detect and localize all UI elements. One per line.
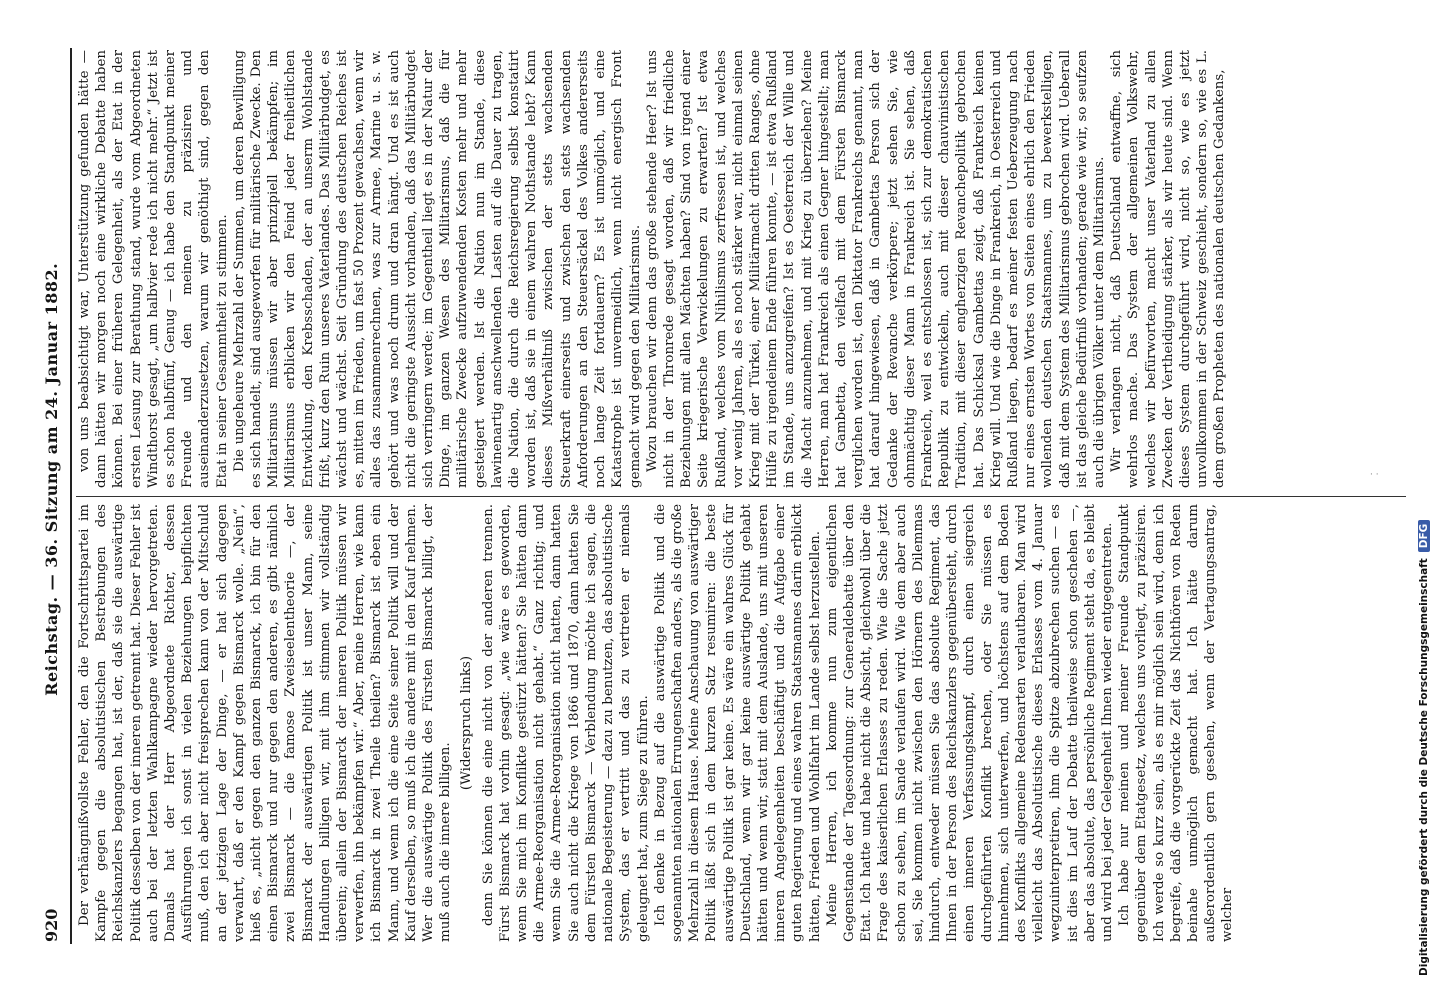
digitization-credit — [1392, 30, 1428, 980]
paragraph: Ich habe nur meinen und meiner Freunde Standpunkt gegenüber dem Etatgesetz, welches uns vorliegt, zu präzisiren. Ich werde so kurz sein, als es mir möglich sein wird, denn ich begreife, daß die vorgerückte Zeit das Nichthören von Reden beinahe unmöglich gemacht hat. Ich hätte darum außerordentlich gern gesehen, wenn der Vertagungsantrag, welcher — [1117, 504, 1236, 942]
credit-text: Digitalisierung gefördert durch die Deutsche Forschungsgemeinschaft — [1418, 558, 1430, 976]
left-column — [76, 504, 1406, 942]
dfg-logo: DFG — [1418, 520, 1430, 553]
paragraph: Meine Herren, ich komme nun zum eigentlichen Gegenstande der Tagesordnung: zur Generaldebatte über den Etat. Ich hatte und habe nicht die Absicht, gleichwohl über die Frage des kaiserlichen Erlasses zu reden. Wie die Sache jetzt schon zu sehen, im Sande verlaufen wird. Wie dem aber auch sei, Sie kommen nicht zwischen den Hörnern des Dilemmas hindurch, entweder müssen Sie das absolute Regiment, das Ihnen in der Person des Reichskanzlers gegenübersteht, durch einen inneren Verfassungskampf, durch einen siegreich durchgeführten Konflikt brechen, oder Sie müssen es hinnehmen, sich unterwerfen, und höchstens auf dem Boden des Konflikts allgemeine Redensarten verlautbaren. Man wird vielleicht das Absolutistische dieses Erlasses vom 4. Januar wegzuinterpretiren, ihm die Spitze abzubrechen suchen — es ist dies im Lauf der Debatte theilweise schon geschehen —, aber das absolute, das persönliche Regiment steht da, es bleibt und wird bei jeder Gelegenheit Ihnen wieder entgegentreten. — [824, 504, 1115, 942]
paragraph: Die ungeheure Mehrzahl der Summen, um deren Bewilligung es sich handelt, sind ausgeworfen für militärische Zwecke. Den Militarismus müssen wir aber prinzipiell bekämpfen; im Militarismus erblicken wir den Feind jeder freiheitlichen Entwicklung, den Krebsschaden, der an unserm Wohlstande frißt, kurz den Ruin unseres Vaterlandes. Das Militärbudget, es wächst und wächst. Seit Gründung des deutschen Reiches ist es, mitten im Frieden, um fast 50 Prozent gewachsen, wenn wir alles das zusammenrechnen, was zur Armee, Marine u. s. w. gehört und was noch drum und dran hängt. Und es ist auch nicht die geringste Aussicht vorhanden, daß das Militärbudget sich verringern werde; im Gegentheil liegt es in der Natur der Dinge, im ganzen Wesen des Militarismus, daß die für militärische Zwecke aufzuwendenden Kosten mehr und mehr gesteigert werden. Ist die Nation nun im Stande, diese lawinenartig anschwellenden Lasten auf die Dauer zu tragen, die Nation, die durch die Reichsregierung selbst konstatirt worden ist, daß sie in einem wahren Nothstande lebt? Kann dieses Mißverhältniß zwischen der stets wachsenden Steuerkraft einerseits und zwischen den stets wachsenden Anforderungen an den Steuersäckel des Volkes andererseits noch lange Zeit fortdauern? Es ist unmöglich, und eine Katastrophe ist unvermeidlich, wenn nicht energisch Front gemacht wird gegen den Militarismus. — [231, 50, 643, 488]
paragraph: von uns beabsichtigt war, Unterstützung gefunden hätte — dann hätten wir morgen noch eine wirkliche Debatte haben können. Bei einer früheren Gelegenheit, als der Etat in der ersten Lesung zur Berathung stand, wurde vom Abgeordneten Windthorst gesagt, „um halbvier rede ich nicht mehr.“ Jetzt ist es schon halbfünf, Genug — ich habe den Standpunkt meiner Freunde und den meinen zu präzisiren und auseinanderzusetzen, warum wir genöthigt sind, gegen den Etat in seiner Gesammtheit zu stimmen. — [77, 50, 230, 488]
paragraph: Ich denke in Bezug auf die auswärtige Politik und die sogenannten nationalen Errungenschaften anders, als die große Mehrzahl in diesem Hause. Meine Anschauung von auswärtiger Politik läßt sich in dem kurzen Satz resumiren: die beste auswärtige Politik ist gar keine. Es wäre ein wahres Glück für Deutschland, wenn wir gar keine auswärtige Politik gehabt hätten und wenn wir, statt mit dem Auslande, uns mit unseren inneren Angelegenheiten beschäftigt und die Aufgabe einer guten Regierung und eines wahren Staatsmannes darin erblickt hätten, Frieden und Wohlfahrt im Lande selbst herzustellen. — [652, 504, 823, 942]
rotated-page — [36, 40, 1412, 952]
page-number: 920 — [42, 908, 61, 942]
right-column — [76, 50, 1406, 488]
running-head — [42, 50, 68, 942]
credit-line — [1418, 36, 1432, 976]
interjection: (Widerspruch links) — [459, 655, 475, 791]
scan-specks: · · — [1370, 470, 1379, 480]
paragraph: Wir verlangen nicht, daß Deutschland entwaffne, sich wehrlos mache. Das System der allgemeinen Volkswehr, welches wir befürworten, macht unser Vaterland zu allen Zwecken der Vertheidigung stärker, als wir heute sind. Wenn dieses System durchgeführt wird, nicht so, wie es jetzt unvollkommen in der Schweiz geschieht, sondern so, wie es L. dem großen Propheten des nationalen deutschen Gedankens, — [1109, 50, 1228, 488]
paragraph: denn Sie können die eine nicht von der anderen trennen. Fürst Bismarck hat vorhin gesagt: „wie wäre es geworden, wenn Sie mich im Konflikte gestürzt hätten? Sie hätten dann die Armee-Reorganisation nicht gehabt.“ Ganz richtig; und wenn Sie die Armee-Reorganisation nicht hatten, dann hatten Sie auch nicht die Kriege von 1866 und 1870, dann hatten Sie dem Fürsten Bismarck — Verblendung möchte ich sagen, die nationale Begeisterung — dazu zu benutzen, das absolutistische System, das er vertritt und das zu vertreten er niemals geleugnet hat, zum Siege zu führen. — [480, 504, 651, 942]
page-title: Reichstag. — 36. Sitzung am 24. Januar 1882. — [42, 262, 61, 696]
column-divider — [76, 496, 1406, 497]
header-rule — [70, 48, 72, 944]
paragraph: Wozu brauchen wir denn das große stehende Heer? Ist uns nicht in der Thronrede gesagt worden, daß wir friedliche Beziehungen mit allen Mächten haben? Sind von irgend einer Seite kriegerische Verwickelungen zu erwarten? Ist etwa Rußland, welches vom Nihilismus zerfressen ist, und welches vor wenig Jahren, als es noch stärker war, nicht einmal seinen Krieg mit der Türkei, einer Militärmacht dritten Ranges, ohne Hülfe zu irgendeinem Ende führen konnte, — ist etwa Rußland im Stande, uns anzugreifen? Ist es Oesterreich der Wille und die Macht anzunehmen, und mit Krieg zu überziehen? Meine Herren, man hat Frankreich als einen Gegner hingestellt; man hat Gambetta, den vielfach mit dem Fürsten Bismarck verglichen worden ist, den Diktator Frankreichs genannt, man hat darauf hingewiesen, daß in Gambettas Person sich der Gedanke der Revanche verkörpere; jetzt sehen Sie, wie ohnmächtig dieser Mann in Frankreich ist. Sie sehen, daß Frankreich, weil es entschlossen ist, sich zur demokratischen Republik zu entwickeln, auch mit dieser chauvinistischen Tradition, mit dieser engherzigen Revanchepolitik gebrochen hat. Das Schicksal Gambettas zeigt, daß Frankreich keinen Krieg will. Und wie die Dinge in Frankreich, in Oesterreich und Rußland liegen, bedarf es meiner festen Ueberzeugung nach nur eines ernsten Wortes von Seiten eines ehrlich den Frieden wollenden deutschen Staatsmannes, um zu bewerkstelligen, daß mit dem System des Militarismus gebrochen wird. Ueberall ist das gleiche Bedürfniß vorhanden; gerade wie wir, so seufzen auch die übrigen Völker unter dem Militarismus. — [644, 50, 1107, 488]
paragraph: Der verhängnißvollste Fehler, den die Fortschrittspartei im Kampfe gegen die absolutistischen Bestrebungen des Reichskanzlers begangen hat, ist der, daß sie die auswärtige Politik desselben von der inneren getrennt hat. Dieser Fehler ist auch bei der letzten Wahlkampagne wieder hervorgetreten. Damals hat der Herr Abgeordnete Richter, dessen Ausführungen ich sonst in vielen Beziehungen beipflichten muß, den ich aber nicht freisprechen kann von der Mitschuld an der jetzigen Lage der Dinge, — er hat sich dagegen verwahrt, daß er den Kampf gegen Bismarck wolle. „Nein“, hieß es, „nicht gegen den ganzen Bismarck, ich bin für den einen Bismarck und nur gegen den anderen, es gibt nämlich zwei Bismarck — die famose Zweiseelentheorie —, der Bismarck der auswärtigen Politik ist unser Mann, seine Handlungen billigen wir, mit ihm stimmen wir vollständig überein; allein der Bismarck der inneren Politik müssen wir verwerfen, ihn bekämpfen wir.“ Aber, meine Herren, wie kann ich Bismarck in zwei Theile theilen? Bismarck ist eben ein Mann, und wenn ich die eine Seite seiner Politik will und der Kauf derselben, so muß ich die andere mit in den Kauf nehmen. Wer die auswärtige Politik des Fürsten Bismarck billigt, der muß auch die innere billigen. — [77, 504, 454, 942]
